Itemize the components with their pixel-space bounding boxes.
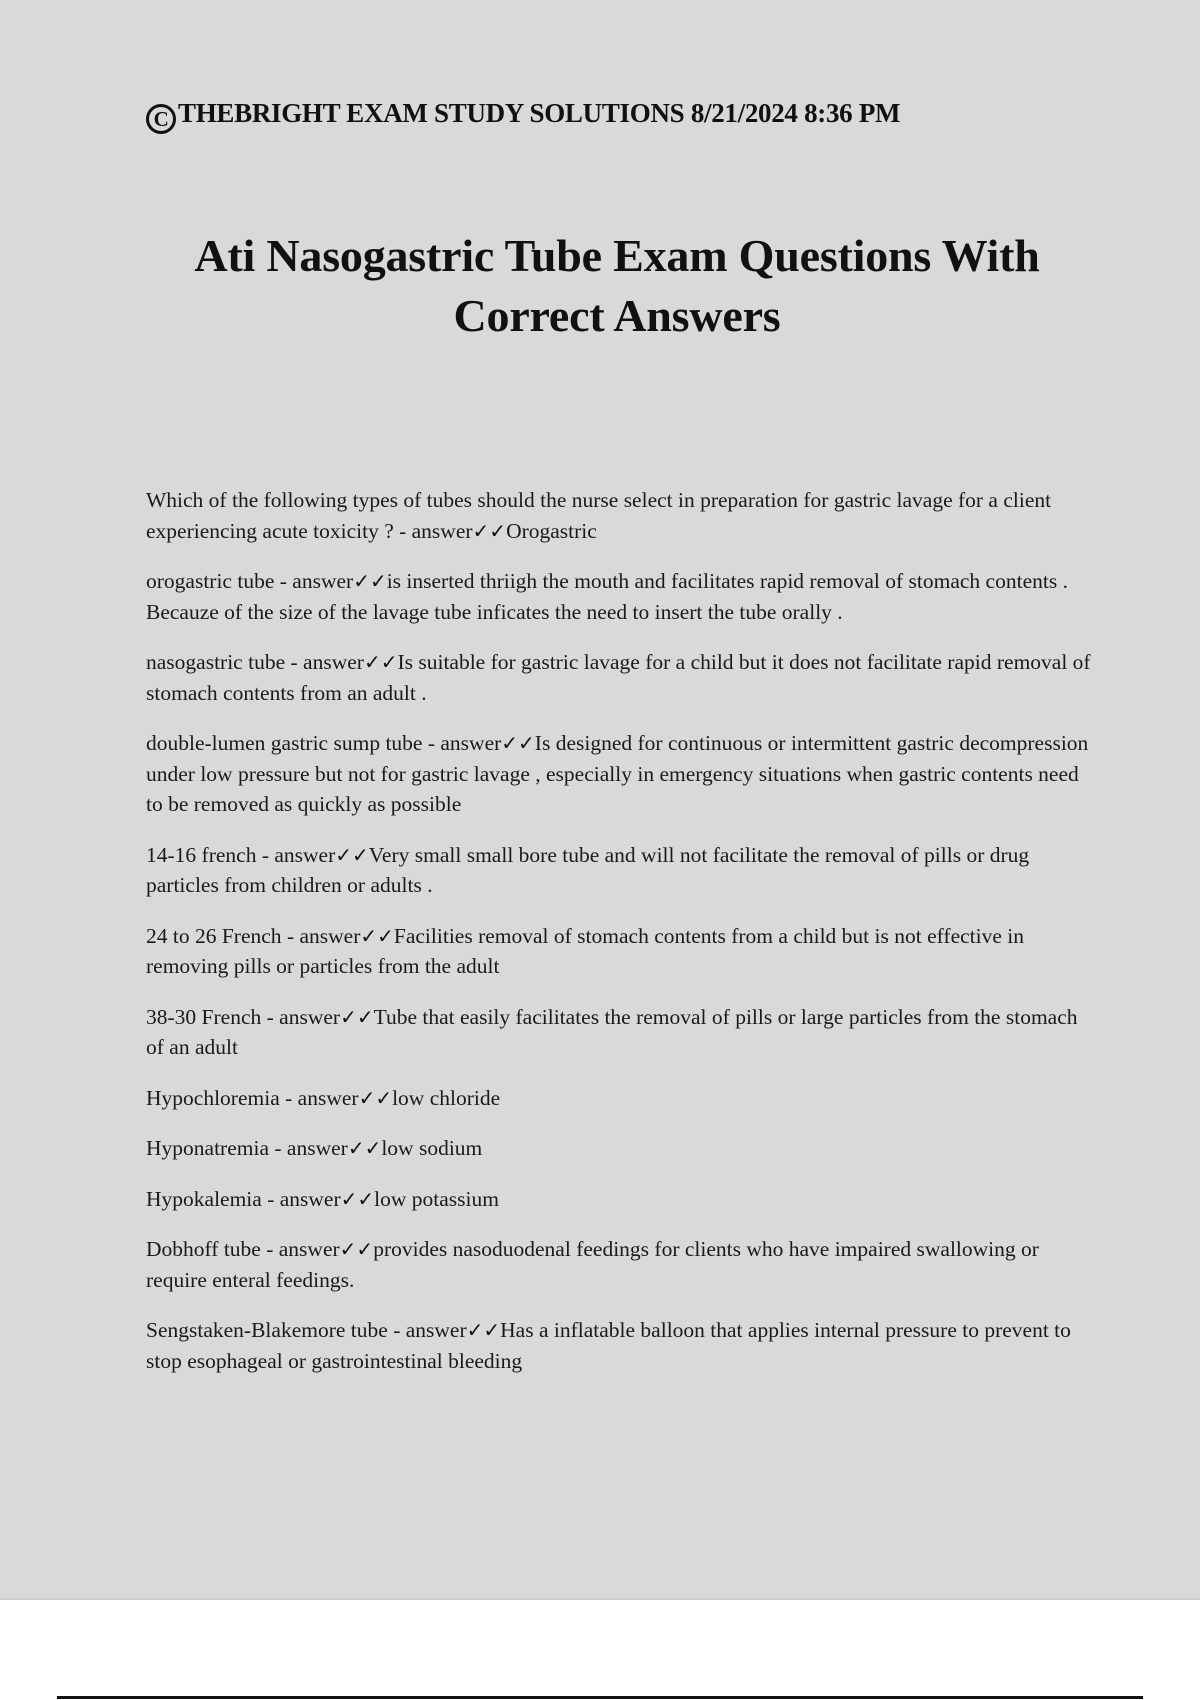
entry-separator: - answer	[422, 731, 502, 755]
next-page-top-rule	[57, 1696, 1143, 1699]
qa-entry	[146, 1315, 1091, 1376]
qa-entry	[146, 840, 1091, 901]
entry-answer: provides nasoduodenal feedings for clients who have impaired swallowing or require enteral feedings.	[146, 1237, 1039, 1292]
entry-term: double-lumen gastric sump tube	[146, 731, 423, 755]
qa-entry	[146, 1083, 1091, 1114]
qa-entry	[146, 921, 1091, 982]
entry-answer: low potassium	[374, 1186, 499, 1211]
qa-entry	[146, 485, 1091, 546]
entry-answer: Facilities removal of stomach contents from a child but is not effective in removing pills or particles from the adult	[146, 923, 1024, 978]
check-mark-icon: ✓✓	[340, 1186, 375, 1211]
title-line-1: Ati Nasogastric Tube Exam Questions With	[194, 230, 1040, 281]
entry-answer: Is designed for continuous or intermittent gastric decompression under low pressure but not for gastric lavage , especially in emergency situations when gastric contents need to be removed as quickly as possible	[146, 731, 1089, 816]
check-mark-icon: ✓✓	[360, 923, 394, 948]
entry-answer: low sodium	[381, 1136, 483, 1160]
entry-term: Hypokalemia	[146, 1186, 262, 1211]
qa-entry	[146, 1184, 1091, 1215]
copyright-icon: C	[146, 104, 176, 134]
entry-answer: Has a inflatable balloon that applies internal pressure to prevent to stop esophageal or gastrointestinal bleeding	[146, 1318, 1071, 1373]
entry-separator: - answer	[387, 1318, 467, 1342]
entry-answer: is inserted thriigh the mouth and facilitates rapid removal of stomach contents . Becauze of the size of the lavage tube inficates the need to insert the tube orally .	[146, 569, 1068, 624]
entry-separator: - answer	[274, 569, 354, 593]
entry-term: Hypochloremia	[146, 1085, 280, 1110]
check-mark-icon: ✓✓	[335, 842, 369, 867]
qa-list	[146, 485, 1091, 1396]
entry-term: orogastric tube	[146, 569, 275, 593]
entry-answer: Very small small bore tube and will not facilitate the removal of pills or drug particles from children or adults .	[146, 842, 1030, 897]
document-title	[100, 226, 1134, 346]
entry-separator: - answer	[256, 842, 336, 867]
check-mark-icon: ✓✓	[472, 518, 507, 543]
check-mark-icon: ✓✓	[339, 1237, 374, 1261]
qa-entry	[146, 647, 1091, 708]
check-mark-icon: ✓✓	[501, 731, 535, 755]
title-line-2: Correct Answers	[453, 290, 781, 341]
entry-term: 38-30 French	[146, 1004, 262, 1029]
entry-separator: - answer	[279, 1085, 359, 1110]
entry-term: Which of the following types of tubes should the nurse select in preparation for gastric lavage for a client experiencing acute toxicity ?	[146, 488, 1052, 543]
check-mark-icon: ✓✓	[358, 1085, 393, 1110]
check-mark-icon: ✓✓	[340, 1004, 374, 1029]
entry-term: Hyponatremia	[146, 1136, 269, 1160]
qa-entry	[146, 1133, 1091, 1164]
qa-entry	[146, 1234, 1091, 1295]
check-mark-icon: ✓✓	[363, 650, 398, 674]
entry-answer: Orogastric	[506, 518, 597, 543]
entry-term: 24 to 26 French	[146, 923, 282, 948]
entry-term: nasogastric tube	[146, 650, 286, 674]
qa-entry	[146, 566, 1091, 627]
entry-answer: Is suitable for gastric lavage for a child but it does not facilitate rapid removal of stomach contents from an adult .	[146, 650, 1091, 705]
entry-separator: - answer	[269, 1136, 348, 1160]
check-mark-icon: ✓✓	[347, 1136, 382, 1160]
entry-answer: Tube that easily facilitates the removal of pills or large particles from the stomach of an adult	[146, 1004, 1078, 1059]
entry-separator: - answer	[261, 1186, 341, 1211]
check-mark-icon: ✓✓	[353, 569, 387, 593]
entry-separator: - answer	[393, 518, 473, 543]
header-text: THEBRIGHT EXAM STUDY SOLUTIONS 8/21/2024 8:36 PM	[178, 98, 901, 128]
entry-answer: low chloride	[392, 1085, 501, 1110]
entry-separator: - answer	[261, 1004, 341, 1029]
entry-term: 14-16 french	[146, 842, 257, 867]
qa-entry	[146, 1002, 1091, 1063]
entry-separator: - answer	[281, 923, 361, 948]
entry-term: Dobhoff tube	[146, 1237, 261, 1261]
entry-separator: - answer	[285, 650, 364, 674]
entry-term: Sengstaken-Blakemore tube	[146, 1318, 388, 1342]
entry-separator: - answer	[260, 1237, 340, 1261]
check-mark-icon: ✓✓	[466, 1318, 501, 1342]
document-header	[146, 98, 900, 134]
qa-entry	[146, 728, 1091, 820]
